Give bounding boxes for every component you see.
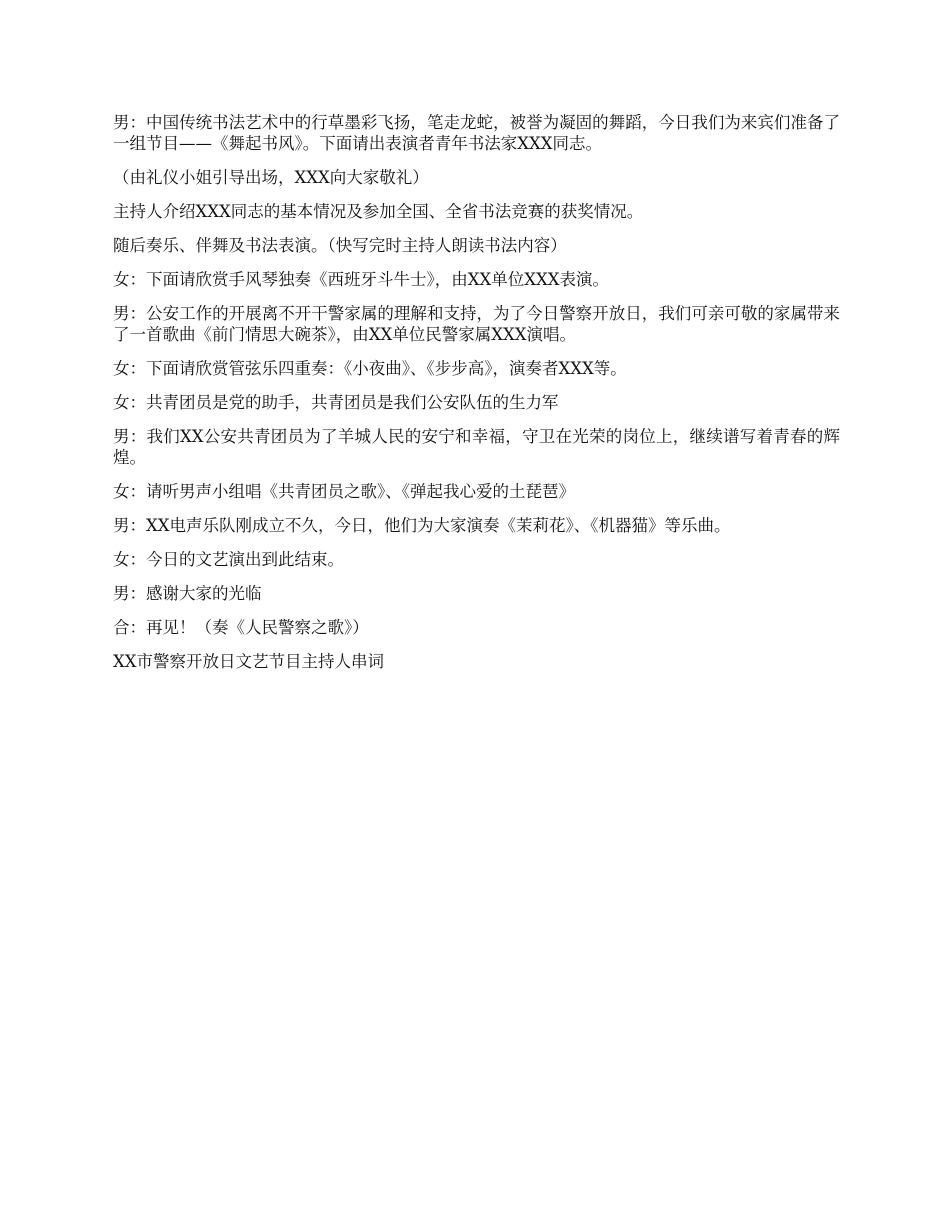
- paragraph-host-introduction: 主持人介绍XXX同志的基本情况及参加全国、全省书法竞赛的获奖情况。: [113, 202, 644, 221]
- document-footer-title: XX市警察开放日文艺节目主持人串词: [113, 652, 384, 671]
- document-body: [113, 112, 840, 685]
- paragraph-male-chorus: 女：请听男声小组唱《共青团员之歌》、《弹起我心爱的土琵琶》: [113, 482, 575, 501]
- paragraph-family-song: 男：公安工作的开展离不开干警家属的理解和支持，为了今日警察开放日，我们可亲可敬的家属带来了一首歌曲《前门情思大碗茶》，由XX单位民警家属XXX演唱。: [113, 304, 840, 344]
- paragraph-thanks: 男：感谢大家的光临: [113, 584, 262, 603]
- paragraph-performance-note: 随后奏乐、伴舞及书法表演。（快写完时主持人朗读书法内容）: [113, 236, 567, 255]
- paragraph-etiquette-note: （由礼仪小姐引导出场，XXX向大家敬礼）: [113, 168, 429, 187]
- paragraph-string-quartet: 女：下面请欣赏管弦乐四重奏：《小夜曲》、《步步高》，演奏者XXX等。: [113, 359, 627, 378]
- paragraph-youth-league-continued: 男：我们XX公安共青团员为了羊城人民的安宁和幸福，守卫在光荣的岗位上，继续谱写着青春的辉煌。: [113, 427, 840, 467]
- paragraph-youth-league: 女：共青团员是党的助手，共青团员是我们公安队伍的生力军: [113, 393, 559, 412]
- paragraph-calligraphy-intro: 男：中国传统书法艺术中的行草墨彩飞扬，笔走龙蛇，被誉为凝固的舞蹈，今日我们为来宾们准备了一组节目——《舞起书风》。下面请出表演者青年书法家XXX同志。: [113, 113, 840, 153]
- paragraph-closing: 女：今日的文艺演出到此结束。: [113, 550, 344, 569]
- paragraph-farewell: 合：再见！（奏《人民警察之歌》）: [113, 618, 369, 637]
- paragraph-accordion-solo: 女：下面请欣赏手风琴独奏《西班牙斗牛士》，由XX单位XXX表演。: [113, 270, 609, 289]
- paragraph-electric-band: 男：XX电声乐队刚成立不久，今日，他们为大家演奏《茉莉花》、《机器猫》等乐曲。: [113, 516, 731, 535]
